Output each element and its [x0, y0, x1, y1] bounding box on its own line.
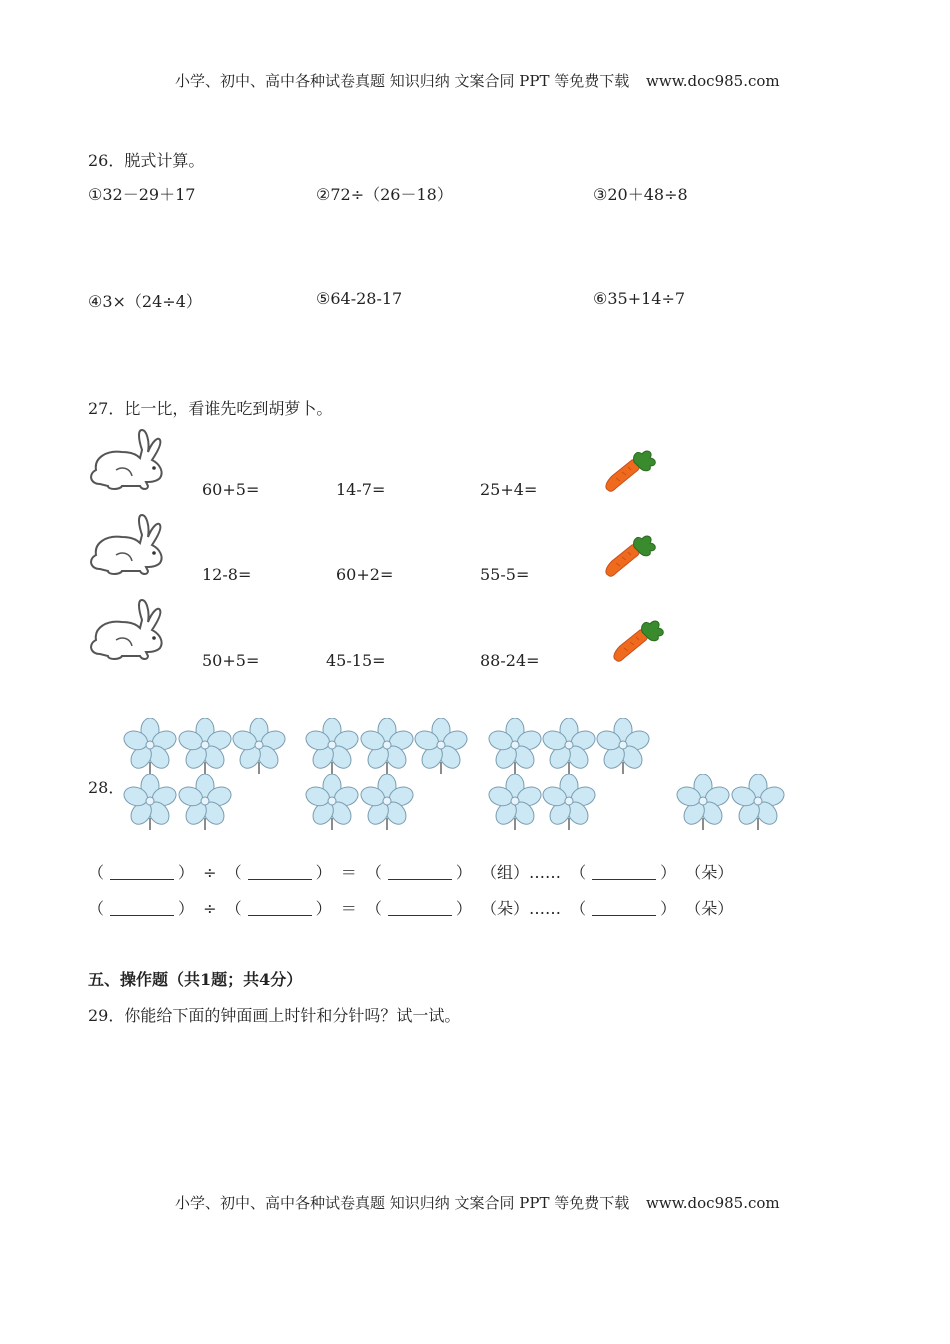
blank-input[interactable] — [248, 901, 312, 916]
flower-icon — [414, 718, 470, 776]
q28-fill-row-1: （ ） ÷ （ ） ＝ （ ） （组）…… （ ） （朵） — [88, 863, 734, 882]
q27-r1-c2: 14-7= — [336, 480, 386, 499]
rabbit-icon — [86, 513, 166, 579]
flower-icon — [542, 718, 598, 776]
flower-icon — [360, 718, 416, 776]
flower-icon — [488, 718, 544, 776]
q26-item-5: ⑤64-28-17 — [316, 289, 403, 308]
q27-r2-c1: 12-8= — [202, 565, 252, 584]
q28-fill-row-2: （ ） ÷ （ ） ＝ （ ） （朵）…… （ ） （朵） — [88, 899, 734, 918]
page-footer — [175, 1192, 780, 1213]
q28-label: 28． — [88, 778, 125, 797]
carrot-icon — [610, 620, 666, 666]
section-5-title: 五、操作题（共1题；共4分） — [88, 970, 303, 989]
blank-input[interactable] — [110, 865, 174, 880]
q26-title: 26．脱式计算。 — [88, 151, 205, 170]
flower-icon — [488, 774, 544, 832]
blank-input[interactable] — [592, 901, 656, 916]
blank-input[interactable] — [110, 901, 174, 916]
q26-item-4: ④3×（24÷4） — [88, 292, 202, 311]
q29-title: 29．你能给下面的钟面画上时针和分针吗？试一试。 — [88, 1006, 461, 1025]
rabbit-icon — [86, 428, 166, 494]
footer-url: www.doc985.com — [646, 1194, 780, 1212]
flower-icon — [596, 718, 652, 776]
flower-icon — [178, 718, 234, 776]
q27-r2-c3: 55-5= — [480, 565, 530, 584]
q26-item-3: ③20＋48÷8 — [593, 185, 688, 204]
flower-icon — [178, 774, 234, 832]
blank-input[interactable] — [248, 865, 312, 880]
blank-input[interactable] — [388, 865, 452, 880]
q27-r1-c1: 60+5= — [202, 480, 260, 499]
header-text: 小学、初中、高中各种试卷真题 知识归纳 文案合同 PPT 等免费下载 — [175, 72, 630, 90]
q27-r3-c2: 45-15= — [326, 651, 386, 670]
flower-icon — [305, 774, 361, 832]
flower-icon — [123, 774, 179, 832]
flower-icon — [123, 718, 179, 776]
blank-input[interactable] — [592, 865, 656, 880]
carrot-icon — [602, 450, 658, 496]
flower-icon — [542, 774, 598, 832]
flower-icon — [676, 774, 732, 832]
flower-icon — [731, 774, 787, 832]
page-header — [175, 70, 780, 91]
q26-item-2: ②72÷（26－18） — [316, 185, 453, 204]
q26-item-6: ⑥35+14÷7 — [593, 289, 686, 308]
q27-r2-c2: 60+2= — [336, 565, 394, 584]
q27-title: 27．比一比，看谁先吃到胡萝卜。 — [88, 399, 333, 418]
blank-input[interactable] — [388, 901, 452, 916]
rabbit-icon — [86, 598, 166, 664]
q26-item-1: ①32－29＋17 — [88, 185, 196, 204]
q27-r1-c3: 25+4= — [480, 480, 538, 499]
flower-icon — [305, 718, 361, 776]
footer-text: 小学、初中、高中各种试卷真题 知识归纳 文案合同 PPT 等免费下载 — [175, 1194, 630, 1212]
flower-icon — [360, 774, 416, 832]
header-url: www.doc985.com — [646, 72, 780, 90]
q27-r3-c1: 50+5= — [202, 651, 260, 670]
q27-r3-c3: 88-24= — [480, 651, 540, 670]
carrot-icon — [602, 535, 658, 581]
flower-icon — [232, 718, 288, 776]
